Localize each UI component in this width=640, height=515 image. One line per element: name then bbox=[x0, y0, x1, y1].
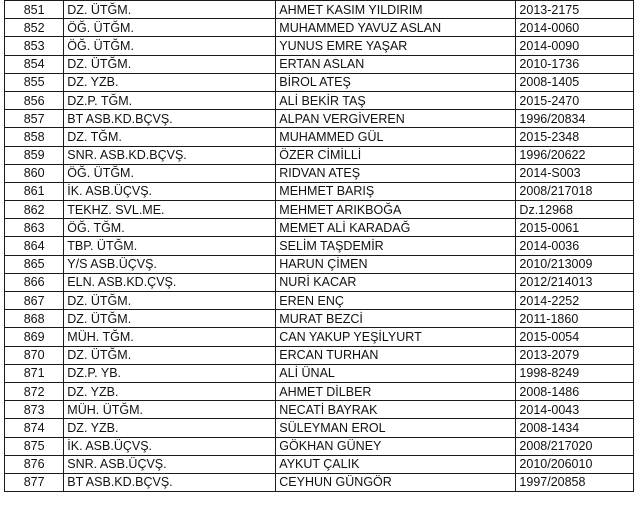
personnel-table bbox=[4, 0, 634, 492]
full-name-cell: NURİ KACAR bbox=[276, 273, 516, 291]
table-row bbox=[5, 55, 634, 73]
table-row bbox=[5, 73, 634, 91]
table-row bbox=[5, 473, 634, 491]
table-row bbox=[5, 364, 634, 382]
registry-number-cell: 2010/213009 bbox=[516, 255, 634, 273]
full-name-cell: MEMET ALİ KARADAĞ bbox=[276, 219, 516, 237]
full-name-cell: ERTAN ASLAN bbox=[276, 55, 516, 73]
row-number-cell: 860 bbox=[5, 164, 64, 182]
table-row bbox=[5, 292, 634, 310]
full-name-cell: NECATİ BAYRAK bbox=[276, 401, 516, 419]
row-number-cell: 862 bbox=[5, 201, 64, 219]
table-row bbox=[5, 19, 634, 37]
registry-number-cell: Dz.12968 bbox=[516, 201, 634, 219]
full-name-cell: MUHAMMED GÜL bbox=[276, 128, 516, 146]
table-row bbox=[5, 419, 634, 437]
rank-cell: ÖĞ. ÜTĞM. bbox=[64, 19, 276, 37]
row-number-cell: 868 bbox=[5, 310, 64, 328]
row-number-cell: 875 bbox=[5, 437, 64, 455]
table-row bbox=[5, 310, 634, 328]
registry-number-cell: 2008-1405 bbox=[516, 73, 634, 91]
table-row bbox=[5, 146, 634, 164]
registry-number-cell: 2014-2252 bbox=[516, 292, 634, 310]
rank-cell: BT ASB.KD.BÇVŞ. bbox=[64, 110, 276, 128]
row-number-cell: 877 bbox=[5, 473, 64, 491]
rank-cell: DZ. YZB. bbox=[64, 419, 276, 437]
registry-number-cell: 2014-0060 bbox=[516, 19, 634, 37]
rank-cell: MÜH. ÜTĞM. bbox=[64, 401, 276, 419]
rank-cell: MÜH. TĞM. bbox=[64, 328, 276, 346]
row-number-cell: 859 bbox=[5, 146, 64, 164]
rank-cell: DZ.P. YB. bbox=[64, 364, 276, 382]
rank-cell: TBP. ÜTĞM. bbox=[64, 237, 276, 255]
rank-cell: BT ASB.KD.BÇVŞ. bbox=[64, 473, 276, 491]
table-row bbox=[5, 37, 634, 55]
row-number-cell: 876 bbox=[5, 455, 64, 473]
registry-number-cell: 1996/20834 bbox=[516, 110, 634, 128]
table-row bbox=[5, 437, 634, 455]
full-name-cell: SELİM TAŞDEMİR bbox=[276, 237, 516, 255]
row-number-cell: 858 bbox=[5, 128, 64, 146]
row-number-cell: 863 bbox=[5, 219, 64, 237]
table-row bbox=[5, 382, 634, 400]
full-name-cell: YUNUS EMRE YAŞAR bbox=[276, 37, 516, 55]
rank-cell: İK. ASB.ÜÇVŞ. bbox=[64, 437, 276, 455]
rank-cell: DZ.P. TĞM. bbox=[64, 91, 276, 109]
full-name-cell: BİROL ATEŞ bbox=[276, 73, 516, 91]
row-number-cell: 870 bbox=[5, 346, 64, 364]
row-number-cell: 872 bbox=[5, 382, 64, 400]
table-row bbox=[5, 255, 634, 273]
table-row bbox=[5, 455, 634, 473]
full-name-cell: GÖKHAN GÜNEY bbox=[276, 437, 516, 455]
row-number-cell: 874 bbox=[5, 419, 64, 437]
row-number-cell: 865 bbox=[5, 255, 64, 273]
full-name-cell: HARUN ÇİMEN bbox=[276, 255, 516, 273]
rank-cell: DZ. ÜTĞM. bbox=[64, 346, 276, 364]
row-number-cell: 871 bbox=[5, 364, 64, 382]
registry-number-cell: 2008-1434 bbox=[516, 419, 634, 437]
table-row bbox=[5, 182, 634, 200]
row-number-cell: 869 bbox=[5, 328, 64, 346]
rank-cell: DZ. TĞM. bbox=[64, 128, 276, 146]
rank-cell: İK. ASB.ÜÇVŞ. bbox=[64, 182, 276, 200]
full-name-cell: CAN YAKUP YEŞİLYURT bbox=[276, 328, 516, 346]
rank-cell: DZ. ÜTĞM. bbox=[64, 292, 276, 310]
row-number-cell: 853 bbox=[5, 37, 64, 55]
row-number-cell: 857 bbox=[5, 110, 64, 128]
registry-number-cell: 2015-2348 bbox=[516, 128, 634, 146]
registry-number-cell: 2015-0061 bbox=[516, 219, 634, 237]
rank-cell: ELN. ASB.KD.ÇVŞ. bbox=[64, 273, 276, 291]
registry-number-cell: 2014-0036 bbox=[516, 237, 634, 255]
full-name-cell: CEYHUN GÜNGÖR bbox=[276, 473, 516, 491]
full-name-cell: MEHMET ARIKBOĞA bbox=[276, 201, 516, 219]
rank-cell: ÖĞ. ÜTĞM. bbox=[64, 164, 276, 182]
full-name-cell: MUHAMMED YAVUZ ASLAN bbox=[276, 19, 516, 37]
registry-number-cell: 2008-1486 bbox=[516, 382, 634, 400]
full-name-cell: AYKUT ÇALIK bbox=[276, 455, 516, 473]
registry-number-cell: 2008/217018 bbox=[516, 182, 634, 200]
registry-number-cell: 2011-1860 bbox=[516, 310, 634, 328]
table-row bbox=[5, 1, 634, 19]
full-name-cell: SÜLEYMAN EROL bbox=[276, 419, 516, 437]
row-number-cell: 856 bbox=[5, 91, 64, 109]
registry-number-cell: 1996/20622 bbox=[516, 146, 634, 164]
rank-cell: DZ. ÜTĞM. bbox=[64, 55, 276, 73]
registry-number-cell: 2015-2470 bbox=[516, 91, 634, 109]
table-row bbox=[5, 346, 634, 364]
row-number-cell: 861 bbox=[5, 182, 64, 200]
row-number-cell: 864 bbox=[5, 237, 64, 255]
registry-number-cell: 2012/214013 bbox=[516, 273, 634, 291]
row-number-cell: 867 bbox=[5, 292, 64, 310]
table-row bbox=[5, 201, 634, 219]
registry-number-cell: 2014-S003 bbox=[516, 164, 634, 182]
full-name-cell: MURAT BEZCİ bbox=[276, 310, 516, 328]
rank-cell: DZ. ÜTĞM. bbox=[64, 310, 276, 328]
full-name-cell: ALPAN VERGİVEREN bbox=[276, 110, 516, 128]
row-number-cell: 851 bbox=[5, 1, 64, 19]
table-row bbox=[5, 328, 634, 346]
table-row bbox=[5, 110, 634, 128]
rank-cell: DZ. YZB. bbox=[64, 382, 276, 400]
rank-cell: DZ. YZB. bbox=[64, 73, 276, 91]
full-name-cell: ERCAN TURHAN bbox=[276, 346, 516, 364]
table-row bbox=[5, 91, 634, 109]
rank-cell: DZ. ÜTĞM. bbox=[64, 1, 276, 19]
row-number-cell: 873 bbox=[5, 401, 64, 419]
table-row bbox=[5, 273, 634, 291]
rank-cell: ÖĞ. TĞM. bbox=[64, 219, 276, 237]
registry-number-cell: 2015-0054 bbox=[516, 328, 634, 346]
row-number-cell: 852 bbox=[5, 19, 64, 37]
rank-cell: ÖĞ. ÜTĞM. bbox=[64, 37, 276, 55]
table-row bbox=[5, 128, 634, 146]
rank-cell: Y/S ASB.ÜÇVŞ. bbox=[64, 255, 276, 273]
row-number-cell: 854 bbox=[5, 55, 64, 73]
row-number-cell: 866 bbox=[5, 273, 64, 291]
table-row bbox=[5, 237, 634, 255]
full-name-cell: ÖZER CİMİLLİ bbox=[276, 146, 516, 164]
registry-number-cell: 2014-0043 bbox=[516, 401, 634, 419]
full-name-cell: EREN ENÇ bbox=[276, 292, 516, 310]
table-row bbox=[5, 401, 634, 419]
registry-number-cell: 2008/217020 bbox=[516, 437, 634, 455]
full-name-cell: ALİ BEKİR TAŞ bbox=[276, 91, 516, 109]
registry-number-cell: 2010/206010 bbox=[516, 455, 634, 473]
rank-cell: SNR. ASB.ÜÇVŞ. bbox=[64, 455, 276, 473]
rank-cell: SNR. ASB.KD.BÇVŞ. bbox=[64, 146, 276, 164]
registry-number-cell: 1998-8249 bbox=[516, 364, 634, 382]
row-number-cell: 855 bbox=[5, 73, 64, 91]
registry-number-cell: 1997/20858 bbox=[516, 473, 634, 491]
full-name-cell: MEHMET BARIŞ bbox=[276, 182, 516, 200]
table-row bbox=[5, 219, 634, 237]
rank-cell: TEKHZ. SVL.ME. bbox=[64, 201, 276, 219]
full-name-cell: AHMET DİLBER bbox=[276, 382, 516, 400]
registry-number-cell: 2014-0090 bbox=[516, 37, 634, 55]
registry-number-cell: 2013-2079 bbox=[516, 346, 634, 364]
registry-number-cell: 2010-1736 bbox=[516, 55, 634, 73]
table-row bbox=[5, 164, 634, 182]
table-body bbox=[5, 1, 634, 492]
registry-number-cell: 2013-2175 bbox=[516, 1, 634, 19]
full-name-cell: AHMET KASIM YILDIRIM bbox=[276, 1, 516, 19]
full-name-cell: RIDVAN ATEŞ bbox=[276, 164, 516, 182]
full-name-cell: ALİ ÜNAL bbox=[276, 364, 516, 382]
